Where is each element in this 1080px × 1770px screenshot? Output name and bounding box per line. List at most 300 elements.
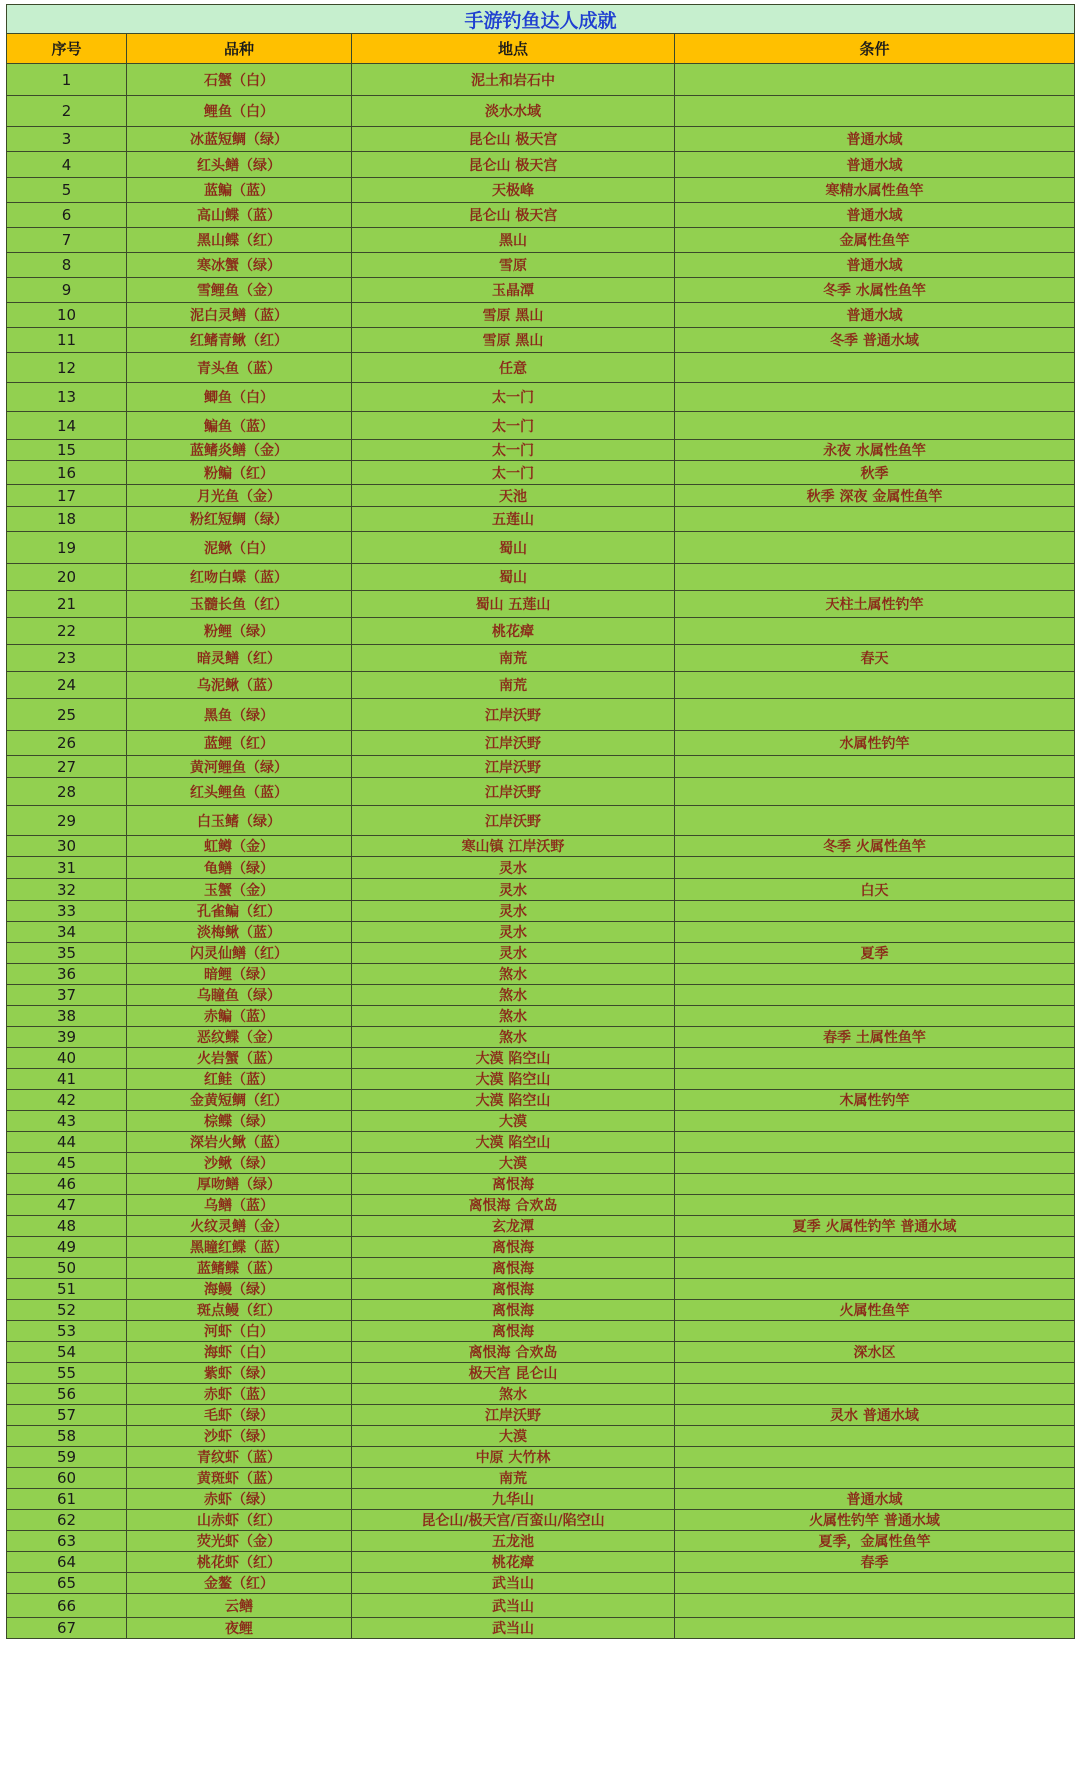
location-cell: 大漠 陷空山 (352, 1048, 675, 1069)
condition-cell: 白天 (675, 879, 1075, 901)
species-cell: 赤虾（蓝） (127, 1384, 352, 1405)
table-row (7, 1468, 1075, 1489)
species-cell: 粉鳊（红） (127, 461, 352, 485)
row-index: 48 (7, 1216, 127, 1237)
row-index: 66 (7, 1594, 127, 1618)
species-cell: 云鳝 (127, 1594, 352, 1618)
table-row (7, 1618, 1075, 1639)
species-cell: 黑山鲽（红） (127, 228, 352, 253)
species-cell: 玉蟹（金） (127, 879, 352, 901)
species-cell: 青纹虾（蓝） (127, 1447, 352, 1468)
location-cell: 雪原 黑山 (352, 328, 675, 353)
title-row (7, 5, 1075, 34)
row-index: 57 (7, 1405, 127, 1426)
location-cell: 离恨海 合欢岛 (352, 1195, 675, 1216)
location-cell: 蜀山 (352, 532, 675, 564)
row-index: 14 (7, 412, 127, 440)
row-index: 6 (7, 203, 127, 228)
table-row (7, 1006, 1075, 1027)
row-index: 63 (7, 1531, 127, 1552)
location-cell: 南荒 (352, 672, 675, 699)
row-index: 32 (7, 879, 127, 901)
species-cell: 红鳍青鳅（红） (127, 328, 352, 353)
location-cell: 太一门 (352, 412, 675, 440)
row-index: 50 (7, 1258, 127, 1279)
species-cell: 暗灵鳝（红） (127, 645, 352, 672)
row-index: 28 (7, 778, 127, 806)
condition-cell: 永夜 水属性鱼竿 (675, 440, 1075, 461)
condition-cell (675, 1195, 1075, 1216)
species-cell: 黑鱼（绿） (127, 699, 352, 731)
location-cell: 南荒 (352, 1468, 675, 1489)
location-cell: 黑山 (352, 228, 675, 253)
condition-cell (675, 1426, 1075, 1447)
condition-cell (675, 1279, 1075, 1300)
row-index: 49 (7, 1237, 127, 1258)
location-cell: 蜀山 五莲山 (352, 591, 675, 618)
row-index: 10 (7, 303, 127, 328)
condition-cell: 普通水域 (675, 127, 1075, 152)
row-index: 7 (7, 228, 127, 253)
condition-cell (675, 1363, 1075, 1384)
condition-cell: 普通水域 (675, 303, 1075, 328)
table-row (7, 857, 1075, 879)
location-cell: 桃花瘴 (352, 1552, 675, 1573)
table-row (7, 96, 1075, 127)
condition-cell: 木属性钓竿 (675, 1090, 1075, 1111)
condition-cell: 火属性钓竿 普通水域 (675, 1510, 1075, 1531)
column-header-condition: 条件 (675, 34, 1075, 64)
table-row (7, 1237, 1075, 1258)
row-index: 65 (7, 1573, 127, 1594)
species-cell: 红头鳝（绿） (127, 152, 352, 178)
row-index: 22 (7, 618, 127, 645)
location-cell: 南荒 (352, 645, 675, 672)
table-row (7, 1132, 1075, 1153)
species-cell: 深岩火鳅（蓝） (127, 1132, 352, 1153)
row-index: 11 (7, 328, 127, 353)
condition-cell: 深水区 (675, 1342, 1075, 1363)
table-row (7, 1174, 1075, 1195)
condition-cell (675, 532, 1075, 564)
location-cell: 玄龙潭 (352, 1216, 675, 1237)
condition-cell: 秋季 深夜 金属性鱼竿 (675, 485, 1075, 507)
location-cell: 五莲山 (352, 507, 675, 532)
location-cell: 中原 大竹林 (352, 1447, 675, 1468)
table-row (7, 1258, 1075, 1279)
location-cell: 雪原 黑山 (352, 303, 675, 328)
species-cell: 金鳌（红） (127, 1573, 352, 1594)
location-cell: 离恨海 (352, 1237, 675, 1258)
condition-cell (675, 507, 1075, 532)
location-cell: 离恨海 (352, 1321, 675, 1342)
condition-cell: 冬季 火属性鱼竿 (675, 836, 1075, 857)
species-cell: 冰蓝短鲷（绿） (127, 127, 352, 152)
species-cell: 玉髓长鱼（红） (127, 591, 352, 618)
location-cell: 大漠 (352, 1426, 675, 1447)
species-cell: 孔雀鳊（红） (127, 901, 352, 922)
species-cell: 黄河鲤鱼（绿） (127, 756, 352, 778)
row-index: 35 (7, 943, 127, 964)
location-cell: 大漠 陷空山 (352, 1090, 675, 1111)
location-cell: 玉晶潭 (352, 278, 675, 303)
location-cell: 灵水 (352, 922, 675, 943)
table-row (7, 1510, 1075, 1531)
location-cell: 太一门 (352, 440, 675, 461)
condition-cell (675, 1174, 1075, 1195)
species-cell: 鲤鱼（白） (127, 96, 352, 127)
row-index: 59 (7, 1447, 127, 1468)
species-cell: 毛虾（绿） (127, 1405, 352, 1426)
table-row (7, 1342, 1075, 1363)
species-cell: 闪灵仙鳝（红） (127, 943, 352, 964)
species-cell: 赤虾（绿） (127, 1489, 352, 1510)
row-index: 4 (7, 152, 127, 178)
row-index: 60 (7, 1468, 127, 1489)
species-cell: 火岩蟹（蓝） (127, 1048, 352, 1069)
row-index: 31 (7, 857, 127, 879)
location-cell: 江岸沃野 (352, 806, 675, 836)
table-row (7, 1363, 1075, 1384)
location-cell: 离恨海 合欢岛 (352, 1342, 675, 1363)
row-index: 24 (7, 672, 127, 699)
row-index: 46 (7, 1174, 127, 1195)
condition-cell (675, 778, 1075, 806)
table-row (7, 278, 1075, 303)
species-cell: 蓝鳍鲽（蓝） (127, 1258, 352, 1279)
condition-cell (675, 964, 1075, 985)
table-row (7, 645, 1075, 672)
row-index: 42 (7, 1090, 127, 1111)
species-cell: 紫虾（绿） (127, 1363, 352, 1384)
location-cell: 天池 (352, 485, 675, 507)
location-cell: 寒山镇 江岸沃野 (352, 836, 675, 857)
table-row (7, 1426, 1075, 1447)
table-row (7, 836, 1075, 857)
row-index: 64 (7, 1552, 127, 1573)
row-index: 3 (7, 127, 127, 152)
table-row (7, 964, 1075, 985)
row-index: 5 (7, 178, 127, 203)
condition-cell: 金属性鱼竿 (675, 228, 1075, 253)
species-cell: 青头鱼（蓝） (127, 353, 352, 383)
species-cell: 淡梅鳅（蓝） (127, 922, 352, 943)
condition-cell: 冬季 水属性鱼竿 (675, 278, 1075, 303)
species-cell: 虹鳟（金） (127, 836, 352, 857)
row-index: 16 (7, 461, 127, 485)
species-cell: 乌瞳鱼（绿） (127, 985, 352, 1006)
location-cell: 太一门 (352, 383, 675, 412)
table-row (7, 412, 1075, 440)
condition-cell (675, 1153, 1075, 1174)
location-cell: 煞水 (352, 1384, 675, 1405)
row-index: 34 (7, 922, 127, 943)
condition-cell: 春季 土属性鱼竿 (675, 1027, 1075, 1048)
row-index: 23 (7, 645, 127, 672)
location-cell: 煞水 (352, 1027, 675, 1048)
species-cell: 恶纹鲽（金） (127, 1027, 352, 1048)
condition-cell (675, 985, 1075, 1006)
location-cell: 五龙池 (352, 1531, 675, 1552)
row-index: 43 (7, 1111, 127, 1132)
location-cell: 煞水 (352, 985, 675, 1006)
row-index: 52 (7, 1300, 127, 1321)
species-cell: 山赤虾（红） (127, 1510, 352, 1531)
condition-cell (675, 756, 1075, 778)
condition-cell (675, 901, 1075, 922)
species-cell: 粉鲤（绿） (127, 618, 352, 645)
table-row (7, 127, 1075, 152)
species-cell: 厚吻鳝（绿） (127, 1174, 352, 1195)
condition-cell (675, 564, 1075, 591)
species-cell: 乌泥鳅（蓝） (127, 672, 352, 699)
row-index: 27 (7, 756, 127, 778)
species-cell: 红吻白蝶（蓝） (127, 564, 352, 591)
table-row (7, 203, 1075, 228)
species-cell: 乌鳝（蓝） (127, 1195, 352, 1216)
location-cell: 极天宫 昆仑山 (352, 1363, 675, 1384)
species-cell: 泥鳅（白） (127, 532, 352, 564)
table-row (7, 1447, 1075, 1468)
condition-cell (675, 1594, 1075, 1618)
condition-cell (675, 806, 1075, 836)
location-cell: 泥土和岩石中 (352, 64, 675, 96)
row-index: 39 (7, 1027, 127, 1048)
table-row (7, 1069, 1075, 1090)
location-cell: 江岸沃野 (352, 699, 675, 731)
table-row (7, 253, 1075, 278)
species-cell: 夜鲤 (127, 1618, 352, 1639)
row-index: 8 (7, 253, 127, 278)
table-row (7, 383, 1075, 412)
location-cell: 淡水水域 (352, 96, 675, 127)
location-cell: 大漠 陷空山 (352, 1132, 675, 1153)
condition-cell: 夏季 (675, 943, 1075, 964)
condition-cell (675, 1384, 1075, 1405)
species-cell: 海虾（白） (127, 1342, 352, 1363)
table-row (7, 1384, 1075, 1405)
location-cell: 煞水 (352, 1006, 675, 1027)
condition-cell: 天柱土属性钓竿 (675, 591, 1075, 618)
condition-cell: 灵水 普通水域 (675, 1405, 1075, 1426)
table-row (7, 672, 1075, 699)
location-cell: 灵水 (352, 879, 675, 901)
location-cell: 天极峰 (352, 178, 675, 203)
table-row (7, 328, 1075, 353)
species-cell: 红鲑（蓝） (127, 1069, 352, 1090)
condition-cell (675, 1006, 1075, 1027)
table-row (7, 1216, 1075, 1237)
location-cell: 灵水 (352, 943, 675, 964)
condition-cell (675, 1321, 1075, 1342)
condition-cell: 普通水域 (675, 1489, 1075, 1510)
table-row (7, 1552, 1075, 1573)
table-row (7, 1279, 1075, 1300)
table-row (7, 1195, 1075, 1216)
table-row (7, 778, 1075, 806)
species-cell: 沙虾（绿） (127, 1426, 352, 1447)
location-cell: 武当山 (352, 1594, 675, 1618)
species-cell: 红头鲤鱼（蓝） (127, 778, 352, 806)
table-row (7, 507, 1075, 532)
row-index: 1 (7, 64, 127, 96)
condition-cell: 夏季 火属性钓竿 普通水域 (675, 1216, 1075, 1237)
species-cell: 鳊鱼（蓝） (127, 412, 352, 440)
species-cell: 荧光虾（金） (127, 1531, 352, 1552)
species-cell: 黄斑虾（蓝） (127, 1468, 352, 1489)
species-cell: 泥白灵鳝（蓝） (127, 303, 352, 328)
row-index: 13 (7, 383, 127, 412)
row-index: 18 (7, 507, 127, 532)
sheet-title: 手游钓鱼达人成就 (7, 5, 1075, 34)
table-row (7, 64, 1075, 96)
species-cell: 寒冰蟹（绿） (127, 253, 352, 278)
row-index: 45 (7, 1153, 127, 1174)
row-index: 40 (7, 1048, 127, 1069)
row-index: 62 (7, 1510, 127, 1531)
row-index: 51 (7, 1279, 127, 1300)
table-row (7, 303, 1075, 328)
condition-cell (675, 96, 1075, 127)
table-row (7, 1573, 1075, 1594)
table-row (7, 901, 1075, 922)
condition-cell (675, 1132, 1075, 1153)
location-cell: 昆仑山 极天宫 (352, 127, 675, 152)
species-cell: 海鳗（绿） (127, 1279, 352, 1300)
achievement-table (6, 4, 1075, 1639)
condition-cell: 寒精水属性鱼竿 (675, 178, 1075, 203)
table-row (7, 699, 1075, 731)
row-index: 15 (7, 440, 127, 461)
species-cell: 黑瞳红鲽（蓝） (127, 1237, 352, 1258)
table-row (7, 1531, 1075, 1552)
row-index: 9 (7, 278, 127, 303)
species-cell: 沙鳅（绿） (127, 1153, 352, 1174)
condition-cell (675, 1573, 1075, 1594)
column-header-index: 序号 (7, 34, 127, 64)
condition-cell (675, 1237, 1075, 1258)
row-index: 26 (7, 731, 127, 756)
species-cell: 龟鳝（绿） (127, 857, 352, 879)
row-index: 25 (7, 699, 127, 731)
species-cell: 斑点鳗（红） (127, 1300, 352, 1321)
condition-cell (675, 672, 1075, 699)
species-cell: 高山鲽（蓝） (127, 203, 352, 228)
species-cell: 赤鳊（蓝） (127, 1006, 352, 1027)
condition-cell (675, 1069, 1075, 1090)
location-cell: 离恨海 (352, 1174, 675, 1195)
location-cell: 大漠 陷空山 (352, 1069, 675, 1090)
row-index: 67 (7, 1618, 127, 1639)
row-index: 21 (7, 591, 127, 618)
species-cell: 棕鲽（绿） (127, 1111, 352, 1132)
location-cell: 江岸沃野 (352, 778, 675, 806)
location-cell: 桃花瘴 (352, 618, 675, 645)
condition-cell: 秋季 (675, 461, 1075, 485)
species-cell: 火纹灵鳝（金） (127, 1216, 352, 1237)
table-row (7, 985, 1075, 1006)
condition-cell: 夏季，金属性鱼竿 (675, 1531, 1075, 1552)
species-cell: 石蟹（白） (127, 64, 352, 96)
row-index: 53 (7, 1321, 127, 1342)
table-row (7, 1489, 1075, 1510)
species-cell: 蓝鳍炎鳝（金） (127, 440, 352, 461)
condition-cell (675, 1618, 1075, 1639)
species-cell: 月光鱼（金） (127, 485, 352, 507)
table-row (7, 152, 1075, 178)
table-row (7, 591, 1075, 618)
row-index: 61 (7, 1489, 127, 1510)
location-cell: 灵水 (352, 857, 675, 879)
column-header-species: 品种 (127, 34, 352, 64)
condition-cell: 春季 (675, 1552, 1075, 1573)
location-cell: 昆仑山 极天宫 (352, 203, 675, 228)
table-row (7, 178, 1075, 203)
row-index: 2 (7, 96, 127, 127)
row-index: 58 (7, 1426, 127, 1447)
condition-cell (675, 1048, 1075, 1069)
location-cell: 大漠 (352, 1153, 675, 1174)
table-row (7, 461, 1075, 485)
species-cell: 雪鲤鱼（金） (127, 278, 352, 303)
row-index: 56 (7, 1384, 127, 1405)
table-row (7, 618, 1075, 645)
table-row (7, 1594, 1075, 1618)
table-row (7, 353, 1075, 383)
species-cell: 白玉鳍（绿） (127, 806, 352, 836)
table-row (7, 1048, 1075, 1069)
species-cell: 粉红短鲷（绿） (127, 507, 352, 532)
location-cell: 武当山 (352, 1573, 675, 1594)
condition-cell: 普通水域 (675, 203, 1075, 228)
table-row (7, 731, 1075, 756)
row-index: 55 (7, 1363, 127, 1384)
species-cell: 金黄短鲷（红） (127, 1090, 352, 1111)
location-cell: 太一门 (352, 461, 675, 485)
location-cell: 雪原 (352, 253, 675, 278)
condition-cell: 普通水域 (675, 152, 1075, 178)
condition-cell (675, 383, 1075, 412)
row-index: 20 (7, 564, 127, 591)
table-row (7, 564, 1075, 591)
table-row (7, 922, 1075, 943)
fishing-achievement-sheet (6, 4, 1074, 1639)
table-row (7, 1090, 1075, 1111)
condition-cell (675, 618, 1075, 645)
table-row (7, 1405, 1075, 1426)
row-index: 17 (7, 485, 127, 507)
species-cell: 暗鲤（绿） (127, 964, 352, 985)
row-index: 12 (7, 353, 127, 383)
row-index: 44 (7, 1132, 127, 1153)
condition-cell (675, 1468, 1075, 1489)
location-cell: 江岸沃野 (352, 1405, 675, 1426)
table-row (7, 440, 1075, 461)
location-cell: 离恨海 (352, 1279, 675, 1300)
location-cell: 大漠 (352, 1111, 675, 1132)
location-cell: 任意 (352, 353, 675, 383)
location-cell: 江岸沃野 (352, 756, 675, 778)
row-index: 36 (7, 964, 127, 985)
row-index: 38 (7, 1006, 127, 1027)
condition-cell (675, 1447, 1075, 1468)
table-row (7, 806, 1075, 836)
row-index: 47 (7, 1195, 127, 1216)
condition-cell (675, 1111, 1075, 1132)
condition-cell (675, 699, 1075, 731)
row-index: 29 (7, 806, 127, 836)
row-index: 19 (7, 532, 127, 564)
